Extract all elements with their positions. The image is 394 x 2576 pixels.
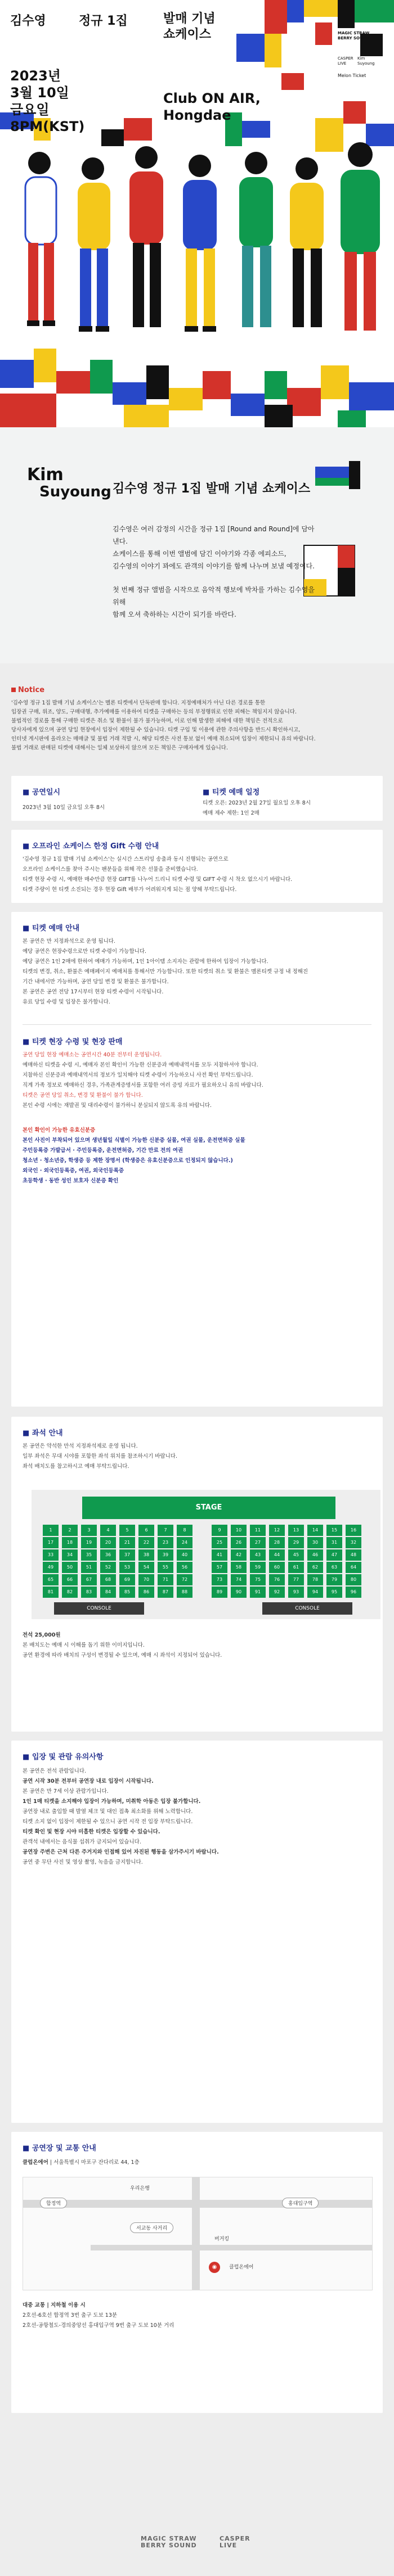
poster-sponsor-line2: LIVE [338, 61, 347, 66]
poster-label-logo [338, 31, 369, 41]
seat: 74 [231, 1574, 247, 1585]
map-landmark: 서교동 사거리 [130, 2222, 173, 2233]
footer-logo-line1: MAGIC STRAW [141, 2535, 197, 2542]
booking-line: 본 공연은 만 지정좌석으로 운영 됩니다. [23, 938, 115, 944]
seat: 27 [250, 1537, 266, 1548]
seat: 65 [43, 1574, 59, 1585]
poster-sponsor-line1: CASPER [338, 56, 353, 61]
seat: 32 [346, 1537, 361, 1548]
notice-line: 당사자에게 있으며 공연 당일 현장에서 입장이 제한될 수 있습니다. 티켓 구입 및 이용에 관한 주의사항을 반드시 확인하시고, [11, 727, 301, 733]
pickup-line: 예매하신 티켓을 수령 시, 예매자 본인 확인이 가능한 신분증과 예매내역서를 모두 지참하셔야 합니다. [23, 1062, 258, 1068]
seat: 17 [43, 1537, 59, 1548]
gift-body [23, 855, 292, 895]
pickup-title: ■ 티켓 현장 수령 및 현장 판매 [23, 1038, 123, 1046]
booking-line: 티켓의 변경, 취소, 환불은 예매페이지 예매처를 통해서만 가능합니다. 또한 티켓의 취소 및 환불은 멜론티켓 규정 내 정해진 [23, 969, 308, 975]
intro-section [0, 427, 394, 663]
gift-line: 티켓 주량이 현 티켓 소진되는 경우 현장 Gift 배부가 어려워지게 되는 점 양해 부탁드립니다. [23, 887, 237, 893]
artist-logo [27, 467, 111, 500]
notice-section [0, 663, 394, 2576]
booking-title-text: 티켓 예매 안내 [32, 924, 80, 933]
seat: 77 [288, 1574, 304, 1585]
seat: 29 [288, 1537, 304, 1548]
sale-label: ■ 티켓 예매 일정 [203, 788, 260, 797]
gift-line: 오프라인 쇼케이스를 찾아 주시는 팬분들을 위해 작은 선물을 준비했습니다. [23, 866, 198, 873]
seat-line: 좌석 배치도를 참고하시고 예매 부탁드립니다. [23, 1463, 129, 1470]
transit-line: 2호선-공항철도-경의중앙선 홍대입구역 9번 출구 도보 10분 거리 [23, 2322, 174, 2329]
seat-card [11, 1417, 383, 1732]
poster-subtitle-line1: 발매 기념 [163, 12, 216, 26]
poster-venue [163, 90, 261, 124]
map-road [192, 2177, 200, 2290]
seat: 4 [100, 1525, 116, 1536]
venue-title-text: 공연장 및 교통 안내 [32, 2144, 96, 2153]
seat: 24 [177, 1537, 192, 1548]
pickup-line: 직계 가족 정보로 예매하신 경우, 가족관계증명서를 포함한 여러 증빙 자료가 필요하오니 유의 바랍니다. [23, 1082, 263, 1088]
seat: 76 [269, 1574, 285, 1585]
map-road [91, 2245, 372, 2250]
venue-addr: 서울특별시 마포구 잔다리로 44, 1층 [53, 2159, 140, 2166]
seat: 3 [81, 1525, 97, 1536]
seat: 90 [231, 1587, 247, 1598]
entry-body [23, 1766, 371, 1868]
seat: 43 [250, 1549, 266, 1561]
seat: 20 [100, 1537, 116, 1548]
sale-line2: 예매 제수 제한: 1인 2매 [203, 810, 259, 816]
poster-artist-logo-line2: Suyoung [357, 61, 375, 66]
seat: 73 [212, 1574, 227, 1585]
map-landmark: 버거킹 [214, 2236, 230, 2242]
seat: 53 [119, 1562, 135, 1573]
seat: 62 [307, 1562, 323, 1573]
pickup-line: 지참하신 신분증과 예매내역서의 정보가 일치해야 티켓 수령이 가능하오니 사전 확인 부탁드립니다. [23, 1072, 253, 1078]
intro-line3: 김수영의 이야기 꽈에도 관객의 이야기를 함께 나누며 보낼 예정이다. [113, 562, 315, 570]
entry-line: 관객석 내에서는 음식물 섭취가 금지되어 있습니다. [23, 1839, 141, 1845]
date-label-text: 공연일시 [32, 788, 61, 797]
seat: 92 [269, 1587, 285, 1598]
seat-body [23, 1441, 177, 1472]
seat: 22 [138, 1537, 154, 1548]
seat: 30 [307, 1537, 323, 1548]
map-venue: 클럽온에어 [229, 2265, 254, 2270]
seat: 50 [62, 1562, 78, 1573]
intro-line5: 함께 오셔 축하하는 시간이 되기를 바란다. [113, 611, 236, 618]
gift-title: ■ 오프라인 쇼케이스 한정 Gift 수령 안내 [23, 842, 159, 851]
notice-heading [11, 686, 383, 694]
ticket-info-card [11, 912, 383, 1407]
seat: 41 [212, 1549, 227, 1561]
seat: 21 [119, 1537, 135, 1548]
poster-sponsor-logo [338, 56, 353, 66]
gift-title-text: 오프라인 쇼케이스 한정 Gift 수령 안내 [32, 842, 159, 851]
pickup-line: 공연 당일 현장 예매소는 공연시간 40분 전부터 운영됩니다. [23, 1052, 162, 1058]
console-left: CONSOLE [54, 1602, 144, 1615]
seat: 93 [288, 1587, 304, 1598]
intro-line2: 쇼케이스를 통해 이번 앨범에 담긴 이야기와 각종 에피소드, [113, 550, 286, 558]
seat: 34 [62, 1549, 78, 1561]
footer-label-logo [141, 2536, 197, 2549]
entry-line: 티켓 소지 없이 입장이 제한될 수 있으니 공연 시작 전 입장 부탁드립니다. [23, 1819, 193, 1825]
seat: 66 [62, 1574, 78, 1585]
seat: 83 [81, 1587, 97, 1598]
seat: 72 [177, 1574, 192, 1585]
seat: 2 [62, 1525, 78, 1536]
seat: 67 [81, 1574, 97, 1585]
seat: 57 [212, 1562, 227, 1573]
seat: 38 [138, 1549, 154, 1561]
seat: 45 [288, 1549, 304, 1561]
seat: 68 [100, 1574, 116, 1585]
date-label: ■ 공연일시 [23, 788, 61, 797]
booking-body [23, 937, 308, 1007]
booking-line: 본 공연은 공연 전당 17시부터 현장 티켓 수령이 시작됩니다. [23, 989, 164, 995]
gift-card [11, 830, 383, 903]
seat: 60 [269, 1562, 285, 1573]
footer-sponsor-logo [220, 2536, 250, 2549]
seat: 28 [269, 1537, 285, 1548]
notice-line: 불법 거래로 판매된 티켓에 대해서는 일체 보상하지 않으며 모든 책임은 구매자에게 있습니다. [11, 745, 228, 751]
poster-date-line1: 2023년 [10, 68, 61, 84]
seat: 81 [43, 1587, 59, 1598]
footer-logo-line4: LIVE [220, 2542, 238, 2549]
seat: 64 [346, 1562, 361, 1573]
poster-artist-logo-line1: Kim [357, 56, 365, 61]
seat: 39 [158, 1549, 173, 1561]
venue-pin-icon: ◉ [209, 2262, 220, 2273]
seat: 84 [100, 1587, 116, 1598]
poster-banner [0, 0, 394, 427]
seat: 37 [119, 1549, 135, 1561]
seat: 48 [346, 1549, 361, 1561]
booking-title: ■ 티켓 예매 안내 [23, 924, 80, 933]
seat-line: 일부 좌석은 무대 시야를 포함한 좌석 위치를 참조하시기 바랍니다. [23, 1453, 177, 1459]
seat: 58 [231, 1562, 247, 1573]
seat: 42 [231, 1549, 247, 1561]
seat: 36 [100, 1549, 116, 1561]
seat: 85 [119, 1587, 135, 1598]
poster-date-line4: 8PM(KST) [10, 119, 85, 134]
seat: 13 [288, 1525, 304, 1536]
event-title: 김수영 정규 1집 발매 기념 쇼케이스 [113, 482, 311, 496]
seat: 12 [269, 1525, 285, 1536]
poster-venue-line1: Club ON AIR, [163, 91, 261, 106]
seat: 51 [81, 1562, 97, 1573]
seat: 35 [81, 1549, 97, 1561]
seat: 69 [119, 1574, 135, 1585]
footer-logo-line2: BERRY SOUND [141, 2542, 197, 2549]
entry-line: 공연장 주변은 근처 다른 주거지와 인접해 있어 자진된 행동을 삼가주시기 바랍니다. [23, 1849, 219, 1855]
entry-line: 공연장 내로 출입할 때 발열 체크 및 대인 접촉 최소화를 위해 노력합니다. [23, 1809, 193, 1815]
poster-date-line3: 금요일 [10, 102, 50, 117]
schedule-card [11, 776, 383, 821]
seat-note: 공연 환경에 따라 배치의 구성이 변경될 수 있으며, 예매 시 좌석이 지정되어 있습니다. [23, 1652, 222, 1658]
notice-block [11, 686, 383, 753]
id-line: 주민등록증 가발급서 · 주민등록증, 운전면허증, 기간 만료 전의 여권 [23, 1147, 183, 1154]
seat-price: 전석 25,000원 [23, 1632, 61, 1638]
intro-text [113, 523, 321, 632]
venue-address: 클럽온에어 | 서울특별시 마포구 잔다리로 44, 1층 [23, 2159, 140, 2166]
poster-subtitle [163, 11, 216, 43]
booking-line: 기간 내에서만 가능하며, 공연 당일 변경 및 환불은 불가합니다. [23, 979, 169, 985]
seat-title-text: 좌석 안내 [32, 1429, 63, 1438]
seat: 71 [158, 1574, 173, 1585]
entry-title-text: 입장 및 관람 유의사항 [32, 1753, 104, 1761]
pickup-line: 본인 수령 시에는 재발권 및 대리수령이 불가하니 분실되지 않도록 유의 바랍니다. [23, 1102, 212, 1109]
seat: 75 [250, 1574, 266, 1585]
seat: 44 [269, 1549, 285, 1561]
entry-title: ■ 입장 및 관람 유의사항 [23, 1753, 104, 1761]
id-box [23, 1126, 371, 1186]
seat: 61 [288, 1562, 304, 1573]
notice-bullet-icon [11, 688, 16, 692]
seat: 8 [177, 1525, 192, 1536]
console-right: CONSOLE [262, 1602, 352, 1615]
poster-ticket-logo: Melon Ticket [338, 73, 366, 78]
sale-line1: 티켓 오픈: 2023년 2월 27일 월요일 오후 8시 [203, 800, 311, 806]
notice-body [11, 699, 383, 753]
id-line: 본인 사진이 부착되어 있으며 생년월일 식별이 가능한 신분증 실물, 여권 실물, 운전면허증 실물 [23, 1137, 245, 1144]
artist-logo-top: Kim [27, 465, 64, 485]
id-line: 초등학생 · 동반 성인 보호자 신분증 확인 [23, 1178, 119, 1184]
map-landmark: 우리은행 [130, 2186, 150, 2191]
seat-line: 본 공연은 약석한 만석 지정좌석제로 운영 됩니다. [23, 1443, 138, 1449]
entry-card [11, 1741, 383, 2123]
seat: 47 [326, 1549, 342, 1561]
transit-line: 2호선-6호선 합정역 3번 출구 도보 13분 [23, 2312, 118, 2319]
entry-line: 본 공연은 전석 관람입니다. [23, 1768, 87, 1774]
venue-card [11, 2132, 383, 2413]
seat: 55 [158, 1562, 173, 1573]
seat: 14 [307, 1525, 323, 1536]
notice-line: 불법적인 경로를 통해 구매한 티켓은 취소 및 환불이 불가 불가능하며, 이로 인해 발생한 피해에 대한 책임은 전적으로 [11, 718, 283, 724]
id-title: 본인 확인이 가능한 유효신분증 [23, 1127, 96, 1133]
entry-line: 티켓 확인 및 현장 시야 미흡한 티켓은 입장할 수 있습니다. [23, 1829, 160, 1835]
stage: STAGE [82, 1497, 335, 1519]
sale-label-text: 티켓 예매 일정 [212, 788, 260, 797]
pickup-title-text: 티켓 현장 수령 및 현장 판매 [32, 1038, 123, 1046]
seat: 49 [43, 1562, 59, 1573]
entry-line: 본 공연은 만 7세 이상 관람가입니다. [23, 1788, 109, 1795]
seat: 91 [250, 1587, 266, 1598]
booking-line: 예당 공연은 현장수령으로만 티켓 수령이 가능합니다. [23, 948, 147, 955]
seat: 33 [43, 1549, 59, 1561]
poster-date [10, 67, 84, 135]
seat: 15 [326, 1525, 342, 1536]
poster-label-line1: MAGIC STRAW [338, 31, 370, 35]
date-value: 2023년 3월 10일 금요일 오후 8시 [23, 805, 105, 811]
map-station: 홍대입구역 [282, 2198, 319, 2208]
seat-note: 본 배치도는 예매 시 이해를 돕기 위한 이미지입니다. [23, 1642, 145, 1648]
poster-date-line2: 3월 10일 [10, 85, 69, 101]
seat: 52 [100, 1562, 116, 1573]
seat: 31 [326, 1537, 342, 1548]
seat: 40 [177, 1549, 192, 1561]
footer-logo-line3: CASPER [220, 2535, 250, 2542]
pickup-body [23, 1050, 263, 1111]
seat: 9 [212, 1525, 227, 1536]
seat: 86 [138, 1587, 154, 1598]
transit-info [23, 2301, 174, 2331]
seat: 19 [81, 1537, 97, 1548]
map-station: 합정역 [40, 2198, 67, 2208]
poster-artist-logo [357, 56, 375, 66]
seat: 1 [43, 1525, 59, 1536]
seat: 26 [231, 1537, 247, 1548]
seat: 46 [307, 1549, 323, 1561]
poster-venue-line2: Hongdae [163, 107, 231, 123]
intro-line1: 김수영은 여러 감정의 시간을 정규 1집 [Round and Round]에 담아낸다. [113, 525, 315, 545]
seat: 54 [138, 1562, 154, 1573]
notice-line: '김수영 정규 1집 발매 기념 쇼케이스'는 멜론 티켓에서 단독판매 합니다. 지정예매처가 아닌 다른 경로를 통한 [11, 700, 266, 706]
footer [0, 2513, 394, 2576]
entry-line: 공연 시작 30분 전부터 공연장 내로 입장이 시작됩니다. [23, 1778, 154, 1784]
booking-line: 유료 당일 수령 및 입장은 불가합니다. [23, 999, 110, 1005]
entry-line: 공연 중 무단 사진 및 영상 촬영, 녹음을 금지합니다. [23, 1859, 143, 1865]
seat: 95 [326, 1587, 342, 1598]
pickup-line: 티켓은 공연 당일 취소, 변경 및 환불이 불가 합니다. [23, 1092, 143, 1099]
seat: 63 [326, 1562, 342, 1573]
notice-line: 입장권 구매, 위조, 양도, 구매대행, 추가예매를 이용하여 티켓을 구매하는 등의 부정행위로 인한 피해는 책임지지 않습니다. [11, 709, 297, 715]
notice-heading-text: Notice [18, 686, 45, 694]
seat: 23 [158, 1537, 173, 1548]
seat: 79 [326, 1574, 342, 1585]
seat: 11 [250, 1525, 266, 1536]
venue-name: 클럽온에어 [23, 2159, 48, 2166]
booking-line: 예당 공연은 1인 2매에 한하여 예매가 가능하며, 1인 1아이템 소지자는 관람에 한하여 입장이 가능합니다. [23, 959, 268, 965]
seat: 80 [346, 1574, 361, 1585]
poster-artist: 김수영 [10, 14, 46, 28]
seat: 59 [250, 1562, 266, 1573]
notice-line: 인터넷 게시판에 올라오는 매매글 및 불법 거래 적발 시, 해당 티켓은 사전 통보 없이 예매 취소되며 입장이 제한되니 유의 바랍니다. [11, 736, 316, 742]
id-line: 외국인 · 외국인등록증, 여권, 외국인등록증 [23, 1168, 124, 1174]
seat: 70 [138, 1574, 154, 1585]
sale-info [203, 798, 311, 819]
seat: 88 [177, 1587, 192, 1598]
poster-label-line2: BERRY SOUND [338, 36, 370, 40]
artist-logo-bottom: Suyoung [39, 483, 111, 500]
seat: 6 [138, 1525, 154, 1536]
seat: 87 [158, 1587, 173, 1598]
entry-line: 1인 1매 티켓을 소지해야 입장이 가능하며, 미취학 아동은 입장 불가합니다. [23, 1798, 201, 1805]
gift-line: 티켓 현장 수령 시, 예매한 매수만큼 현장 GIFT를 나누어 드리니 티켓 수령 및 GIFT 수령 시 착오 없으시기 바랍니다. [23, 876, 293, 883]
seat: 5 [119, 1525, 135, 1536]
gift-line: '김수영 정규 1집 발매 기념 쇼케이스'는 실시간 스트리밍 송출과 동시 진행되는 공연으로 [23, 856, 229, 862]
seat: 89 [212, 1587, 227, 1598]
seat: 94 [307, 1587, 323, 1598]
venue-title: ■ 공연장 및 교통 안내 [23, 2144, 96, 2153]
id-line: 청소년 · 청소년증, 학생증 등 제한 장명서 (학생증은 유효신분증으로 인정되지 않습니다.) [23, 1158, 233, 1164]
seat-map [32, 1490, 380, 1619]
poster-release: 정규 1집 [79, 14, 128, 28]
poster-art [0, 0, 394, 427]
venue-map [23, 2177, 373, 2290]
transit-line: 대중 교통 | 지하철 이용 시 [23, 2302, 86, 2308]
seat: 25 [212, 1537, 227, 1548]
seat: 78 [307, 1574, 323, 1585]
intro-line4: 첫 번째 정규 앨범을 시작으로 음악적 행보에 박차를 가하는 김수영을 위해 [113, 586, 315, 606]
seat: 10 [231, 1525, 247, 1536]
seat: 56 [177, 1562, 192, 1573]
seat: 7 [158, 1525, 173, 1536]
poster-subtitle-line2: 쇼케이스 [163, 28, 212, 42]
seat: 16 [346, 1525, 361, 1536]
seat-notes [23, 1630, 222, 1661]
seat: 96 [346, 1587, 361, 1598]
seat-title: ■ 좌석 안내 [23, 1429, 63, 1438]
seat: 82 [62, 1587, 78, 1598]
seat: 18 [62, 1537, 78, 1548]
divider [23, 1024, 371, 1025]
